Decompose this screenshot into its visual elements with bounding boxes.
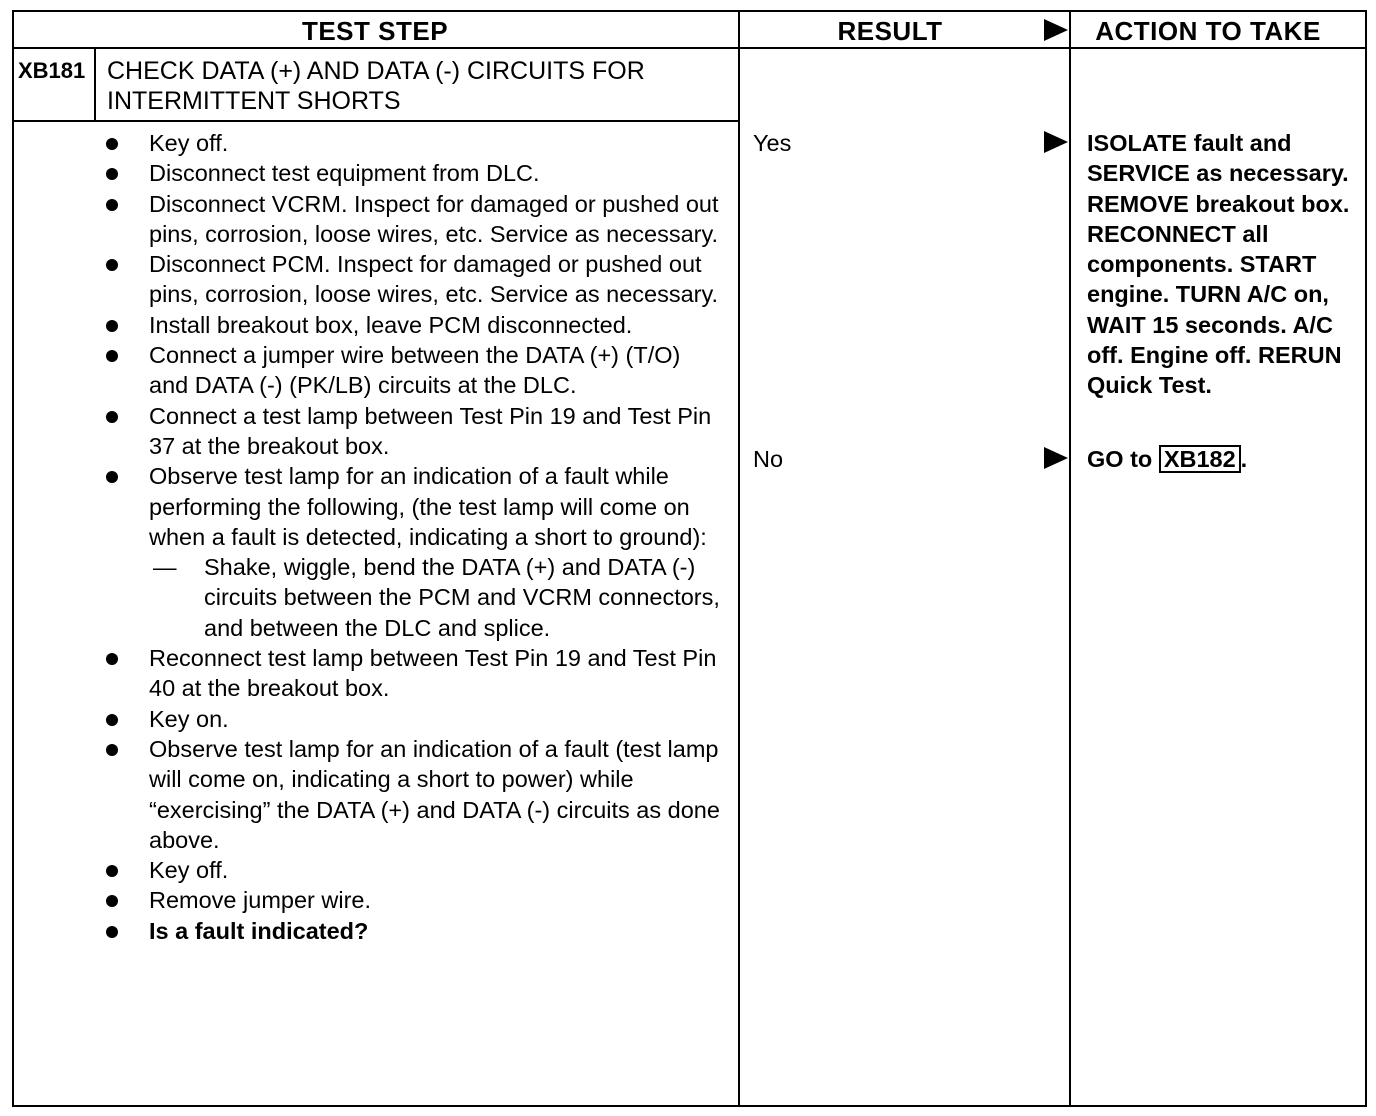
- result-yes: Yes: [753, 130, 792, 156]
- instruction-item: [106, 158, 726, 188]
- instruction-item: [106, 340, 726, 401]
- instruction-item: [106, 461, 726, 552]
- result-no: No: [753, 446, 784, 472]
- column-divider-action: [1069, 10, 1071, 1107]
- instruction-item: [106, 401, 726, 462]
- header-action-to-take: ACTION TO TAKE: [1095, 16, 1321, 46]
- instruction-text: Disconnect test equipment from DLC.: [149, 160, 540, 187]
- dash-icon: —: [153, 554, 177, 581]
- step-id: XB181: [18, 58, 86, 83]
- instruction-item: [106, 855, 726, 885]
- instruction-text: Connect a test lamp between Test Pin 19 and Test Pin 37 at the breakout box.: [149, 402, 712, 459]
- step-id-divider: [94, 47, 96, 121]
- instruction-item: [106, 704, 726, 734]
- bullet-icon: [106, 471, 118, 483]
- instruction-item: [106, 128, 726, 158]
- action-yes: ISOLATE fault and SERVICE as necessary. REMOVE breakout box. RECONNECT all components. START engine. TURN A/C on, WAIT 15 seconds. A/C off. Engine off. RERUN Quick Test.: [1087, 130, 1350, 399]
- instruction-item: [106, 885, 726, 915]
- instruction-text: Observe test lamp for an indication of a fault while performing the following, (the test lamp will come on when a fault is detected, indicating a short to ground):: [149, 463, 707, 550]
- bullet-icon: [106, 895, 118, 907]
- instruction-text: Shake, wiggle, bend the DATA (+) and DATA (-) circuits between the PCM and VCRM connectors, and between the DLC and splice.: [204, 554, 720, 641]
- bullet-icon: [106, 138, 118, 150]
- instruction-item: [106, 916, 726, 946]
- instruction-text: Is a fault indicated?: [149, 917, 369, 944]
- header-test-step: TEST STEP: [301, 16, 449, 46]
- bullet-icon: [106, 350, 118, 362]
- step-title: CHECK DATA (+) AND DATA (-) CIRCUITS FOR INTERMITTENT SHORTS: [107, 57, 645, 115]
- step-title-divider: [12, 120, 739, 122]
- bullet-icon: [106, 744, 118, 756]
- bullet-icon: [106, 199, 118, 211]
- bullet-icon: [106, 320, 118, 332]
- instruction-text: Key off.: [149, 130, 229, 156]
- instruction-item: [106, 643, 726, 704]
- instruction-item: [106, 249, 726, 310]
- header-result: RESULT: [837, 16, 943, 46]
- bullet-icon: [106, 926, 118, 938]
- header-arrow-icon: [1044, 19, 1068, 41]
- instruction-text: Remove jumper wire.: [149, 887, 372, 914]
- instruction-text: Disconnect VCRM. Inspect for damaged or pushed out pins, corrosion, loose wires, etc. Service as necessary.: [149, 190, 719, 247]
- instruction-text: Observe test lamp for an indication of a fault (test lamp will come on, indicating a short to power) while “exercising” the DATA (+) and DATA (-) circuits as done above.: [149, 735, 720, 853]
- instruction-sub-item: [106, 552, 726, 643]
- bullet-icon: [106, 653, 118, 665]
- result-no-arrow-icon: [1044, 447, 1068, 469]
- bullet-icon: [106, 259, 118, 271]
- goto-step-link[interactable]: XB182: [1159, 445, 1241, 473]
- instruction-item: [106, 734, 726, 855]
- instruction-text: Connect a jumper wire between the DATA (+) (T/O) and DATA (-) (PK/LB) circuits at the DLC.: [149, 342, 681, 399]
- instruction-text: Reconnect test lamp between Test Pin 19 and Test Pin 40 at the breakout box.: [149, 645, 717, 702]
- instruction-list: [106, 128, 726, 946]
- action-no-suffix: .: [1240, 446, 1248, 472]
- action-no-prefix: GO to: [1087, 446, 1153, 472]
- bullet-icon: [106, 168, 118, 180]
- result-yes-arrow-icon: [1044, 131, 1068, 153]
- instruction-item: [106, 310, 726, 340]
- column-divider-result: [738, 10, 740, 1107]
- bullet-icon: [106, 865, 118, 877]
- instruction-text: Key on.: [149, 705, 229, 732]
- bullet-icon: [106, 714, 118, 726]
- instruction-text: Disconnect PCM. Inspect for damaged or pushed out pins, corrosion, loose wires, etc. Service as necessary.: [149, 251, 719, 308]
- action-no: [1087, 444, 1247, 474]
- instruction-item: [106, 189, 726, 250]
- instruction-text: Key off.: [149, 857, 229, 884]
- instruction-text: Install breakout box, leave PCM disconnected.: [149, 311, 633, 338]
- bullet-icon: [106, 411, 118, 423]
